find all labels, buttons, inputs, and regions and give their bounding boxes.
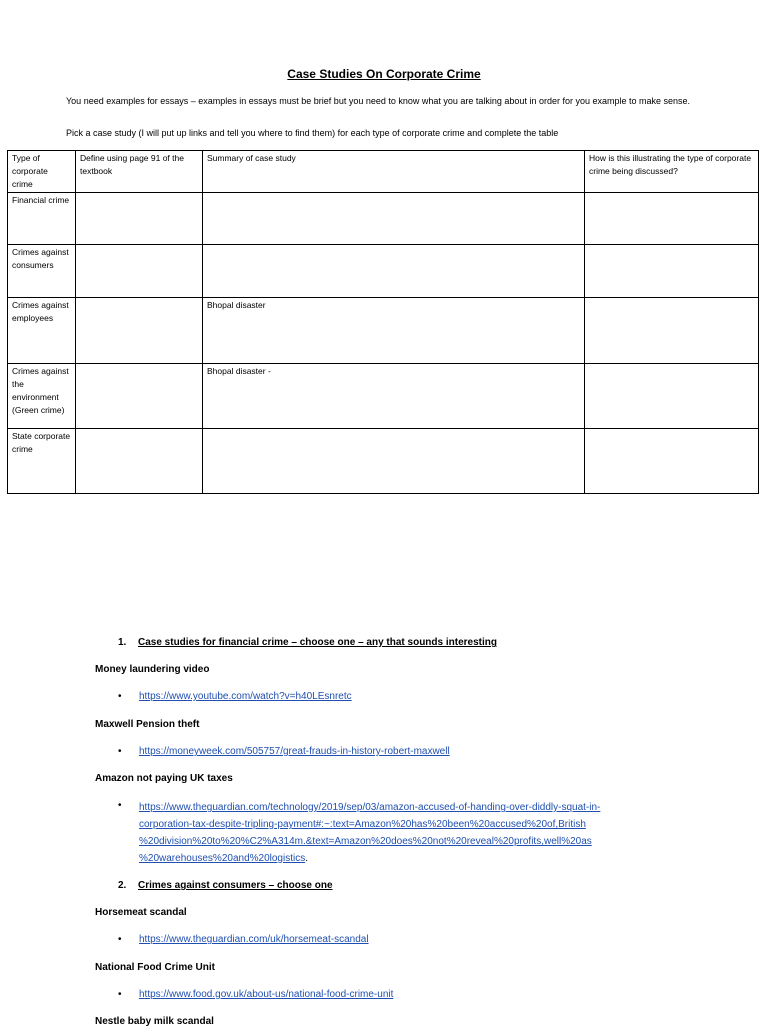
section-heading-text: Crimes against consumers – choose one (138, 880, 333, 891)
amazon-link-block (139, 799, 729, 867)
bullet-icon: • (118, 934, 122, 945)
list-item (118, 934, 369, 945)
trailing-period: . (305, 853, 308, 864)
money-laundering-link[interactable]: https://www.youtube.com/watch?v=h40LEsnretc (139, 691, 352, 702)
section-heading-text: Case studies for financial crime – choose one – any that sounds interesting (138, 637, 497, 648)
header-how: How is this illustrating the type of corporate crime being discussed? (585, 151, 759, 193)
list-item (118, 746, 450, 757)
define-cell[interactable] (76, 245, 203, 298)
list-item (118, 800, 139, 811)
document-title: Case Studies On Corporate Crime (287, 67, 481, 81)
horsemeat-link[interactable]: https://www.theguardian.com/uk/horsemeat-scandal (139, 934, 369, 945)
row-type-cell: Crimes against consumers (8, 245, 76, 298)
row-type-cell: State corporate crime (8, 429, 76, 494)
row-type-cell: Financial crime (8, 193, 76, 245)
bullet-icon: • (118, 989, 122, 1000)
bullet-icon: • (118, 746, 122, 757)
summary-cell[interactable]: Bhopal disaster - (203, 364, 585, 429)
row-type-cell: Crimes against the environment (Green crime) (8, 364, 76, 429)
section-heading-consumers (118, 880, 333, 891)
summary-cell[interactable]: Bhopal disaster (203, 298, 585, 364)
how-cell[interactable] (585, 364, 759, 429)
list-item (118, 691, 352, 702)
header-define: Define using page 91 of the textbook (76, 151, 203, 193)
case-title-horsemeat: Horsemeat scandal (95, 907, 187, 918)
summary-cell[interactable] (203, 429, 585, 494)
case-title-maxwell: Maxwell Pension theft (95, 719, 200, 730)
table-row (8, 364, 759, 429)
instruction-paragraph: Pick a case study (I will put up links and tell you where to find them) for each type of corporate crime and complete the table (66, 128, 559, 138)
bullet-icon: • (118, 800, 122, 811)
section-number: 1. (118, 637, 127, 648)
list-item (118, 989, 393, 1000)
table-row (8, 298, 759, 364)
row-type-cell: Crimes against employees (8, 298, 76, 364)
amazon-link-line[interactable]: corporation-tax-despite-tripling-payment#:~:text=Amazon%20has%20been%20accused%20of,British (139, 819, 586, 830)
case-title-food-crime-unit: National Food Crime Unit (95, 962, 215, 973)
how-cell[interactable] (585, 429, 759, 494)
table-row (8, 193, 759, 245)
maxwell-link[interactable]: https://moneyweek.com/505757/great-frauds-in-history-robert-maxwell (139, 746, 450, 757)
amazon-link-line[interactable]: %20division%20to%20%C2%A314m.&text=Amazon%20does%20not%20reveal%20profits,well%20as (139, 836, 592, 847)
define-cell[interactable] (76, 193, 203, 245)
case-title-amazon: Amazon not paying UK taxes (95, 773, 233, 784)
amazon-link-line[interactable]: https://www.theguardian.com/technology/2019/sep/03/amazon-accused-of-handing-over-diddly-squat-in- (139, 802, 601, 813)
table-header-row (8, 151, 759, 193)
summary-cell[interactable] (203, 193, 585, 245)
case-title-nestle: Nestle baby milk scandal (95, 1016, 214, 1027)
how-cell[interactable] (585, 193, 759, 245)
bullet-icon: • (118, 691, 122, 702)
table-row (8, 245, 759, 298)
corporate-crime-table (7, 150, 759, 494)
section-heading-financial (118, 637, 497, 648)
section-number: 2. (118, 880, 127, 891)
food-crime-unit-link[interactable]: https://www.food.gov.uk/about-us/national-food-crime-unit (139, 989, 394, 1000)
define-cell[interactable] (76, 364, 203, 429)
case-title-money-laundering: Money laundering video (95, 664, 210, 675)
intro-paragraph: You need examples for essays – examples in essays must be brief but you need to know what you are talking about in order for you example to make sense. (66, 96, 691, 106)
header-summary: Summary of case study (203, 151, 585, 193)
define-cell[interactable] (76, 298, 203, 364)
how-cell[interactable] (585, 298, 759, 364)
how-cell[interactable] (585, 245, 759, 298)
amazon-link-line[interactable]: %20warehouses%20and%20logistics (139, 853, 306, 864)
define-cell[interactable] (76, 429, 203, 494)
table-row (8, 429, 759, 494)
summary-cell[interactable] (203, 245, 585, 298)
header-type: Type of corporate crime (8, 151, 76, 193)
